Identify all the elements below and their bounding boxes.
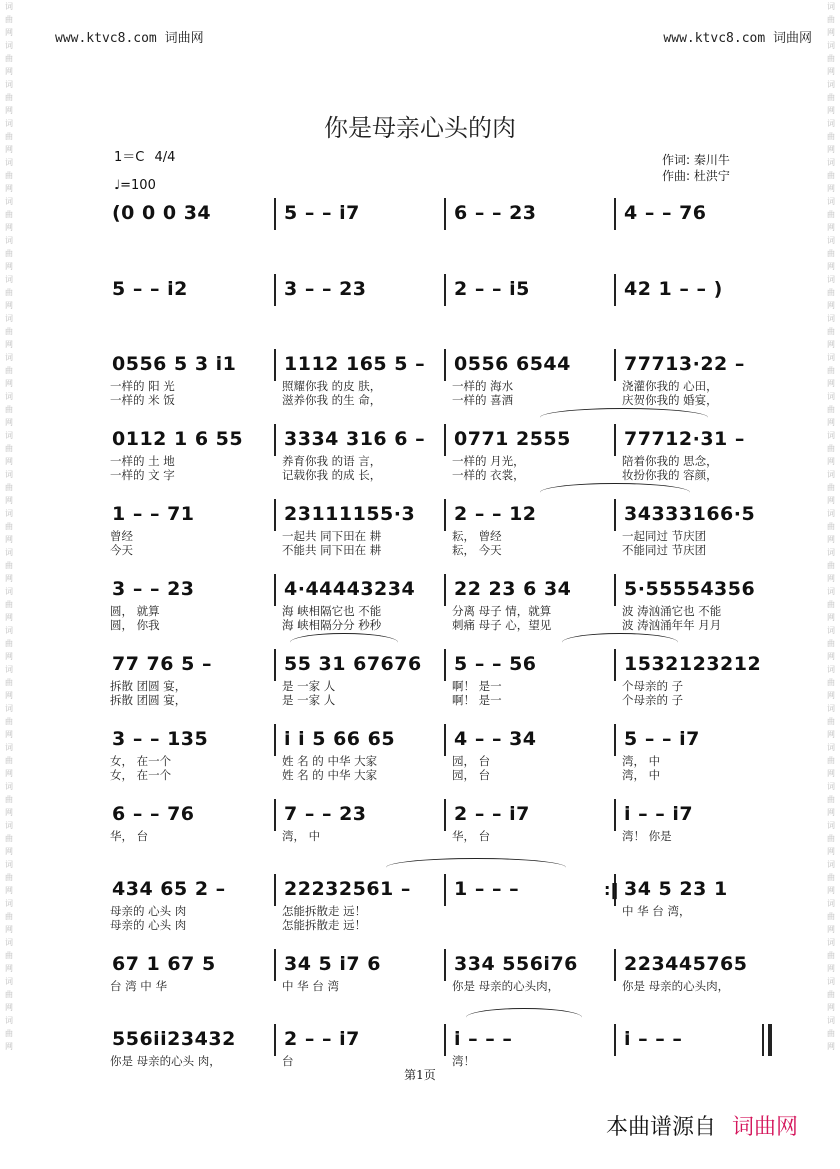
measure-notes: 77 76 5 – <box>112 653 212 675</box>
barline <box>444 424 446 456</box>
score-line <box>104 272 764 332</box>
lyric-verse-2: 女， 在一个 <box>110 768 172 782</box>
lyric-verse-1: 一起共 同下田在 耕 <box>282 529 382 543</box>
lyric-verse-1: 女， 在一个 <box>110 754 172 768</box>
barline <box>614 724 616 756</box>
measure-notes: 6 – – 76 <box>112 803 195 825</box>
lyric-verse-1: 陪着你我的 思念， <box>622 454 718 468</box>
lyric-verse-2: 是 一家 人 <box>282 693 336 707</box>
lyric-verse-1: 海 峡相隔它也 不能 <box>282 604 382 618</box>
measure-notes: 5 – – i7 <box>624 728 700 750</box>
measure <box>446 722 584 782</box>
barline <box>614 574 616 606</box>
lyric-verse-2: 不能同过 节庆团 <box>622 543 707 557</box>
lyric-verse-2: 母亲的 心头 肉 <box>110 918 187 932</box>
barline <box>274 949 276 981</box>
final-barline <box>768 1024 772 1056</box>
measure <box>276 196 414 256</box>
measure <box>616 347 754 407</box>
lyric-verse-1: 照耀你我 的皮 肤， <box>282 379 382 393</box>
footer-source <box>606 1110 798 1141</box>
measure <box>616 497 754 557</box>
measure <box>104 196 242 256</box>
measure <box>276 272 414 332</box>
measure-notes: 0556 6544 <box>454 353 571 375</box>
header-url-left[interactable]: www.ktvc8.com 词曲网 <box>55 31 204 46</box>
measure-notes: 1 – – – <box>454 878 520 900</box>
score-line <box>104 497 764 557</box>
lyric-verse-1: 湾！ <box>452 1054 475 1068</box>
footer-brand-link[interactable]: 词曲网 <box>731 1115 798 1140</box>
lyric-verse-1: 圆， 就算 <box>110 604 160 618</box>
measure-notes: 3334 316 6 – <box>284 428 426 450</box>
measure-notes: 4·44443234 <box>284 578 416 600</box>
score-line <box>104 797 764 857</box>
barline <box>444 349 446 381</box>
measure <box>616 722 754 782</box>
score-line <box>104 572 764 632</box>
lyric-verse-2: 怎能拆散走 远！ <box>282 918 367 932</box>
measure <box>104 797 242 857</box>
barline <box>274 274 276 306</box>
lyric-verse-2: 湾， 中 <box>622 768 661 782</box>
measure <box>616 872 754 932</box>
barline <box>614 799 616 831</box>
measure-notes: 77713·22 – <box>624 353 745 375</box>
barline <box>762 1024 764 1056</box>
barline <box>274 574 276 606</box>
lyric-verse-1: 养育你我 的语 言， <box>282 454 382 468</box>
measure <box>276 722 414 782</box>
score-line <box>104 647 764 707</box>
measure-notes: 77712·31 – <box>624 428 745 450</box>
measure <box>276 797 414 857</box>
barline <box>444 499 446 531</box>
measure-notes: i i 5 66 65 <box>284 728 396 750</box>
measure <box>276 347 426 407</box>
lyric-verse-1: 你是 母亲的心头肉， <box>622 979 730 993</box>
measure-notes: 5 – – i2 <box>112 278 188 300</box>
barline <box>274 1024 276 1056</box>
lyric-verse-1: 曾经 <box>110 529 133 543</box>
measure <box>446 947 584 1007</box>
lyric-verse-2: 耘， 今天 <box>452 543 502 557</box>
tie-arc <box>466 1008 582 1027</box>
measure-notes: 34 5 i7 6 <box>284 953 381 975</box>
measure-notes: 2 – – i5 <box>454 278 530 300</box>
lyric-verse-1: 波 涛汹涌它也 不能 <box>622 604 722 618</box>
lyric-verse-1: 一样的 海水 <box>452 379 514 393</box>
measure-notes: 42 1 – – ) <box>624 278 723 300</box>
lyric-verse-2: 啊！ 是一 <box>452 693 502 707</box>
measure <box>276 497 414 557</box>
credits <box>662 152 730 184</box>
measure-notes: 3 – – 23 <box>112 578 195 600</box>
measure <box>104 422 242 482</box>
barline <box>274 649 276 681</box>
lyric-verse-1: 湾！ 你是 <box>622 829 672 843</box>
measure <box>104 272 242 332</box>
song-title: 你是母亲心头的肉 <box>324 114 516 142</box>
barline <box>614 424 616 456</box>
lyric-verse-2: 一样的 衣裳， <box>452 468 525 482</box>
measure <box>446 272 584 332</box>
measure-notes: 4 – – 34 <box>454 728 537 750</box>
barline <box>274 874 276 906</box>
lyric-verse-1: 你是 母亲的心头肉， <box>452 979 560 993</box>
measure-notes: 2 – – 12 <box>454 503 537 525</box>
lyric-verse-2: 一样的 喜酒 <box>452 393 514 407</box>
measure <box>446 422 584 482</box>
lyric-verse-1: 华， 台 <box>452 829 491 843</box>
measure <box>446 572 584 632</box>
measure-notes: 5·55554356 <box>624 578 756 600</box>
measure-notes: 3 – – 23 <box>284 278 367 300</box>
measure-notes: 7 – – 23 <box>284 803 367 825</box>
barline <box>614 349 616 381</box>
page-number: 第1页 <box>404 1068 436 1082</box>
tie-arc <box>290 633 398 652</box>
measure <box>104 722 242 782</box>
measure-notes: 556ii23432 <box>112 1028 236 1050</box>
measure-notes: i – – – <box>454 1028 513 1050</box>
measure-notes: 223445765 <box>624 953 748 975</box>
lyric-verse-1: 母亲的 心头 肉 <box>110 904 187 918</box>
measure-notes: 55 31 67676 <box>284 653 422 675</box>
measure <box>276 647 422 707</box>
header-url-right[interactable]: www.ktvc8.com 词曲网 <box>663 31 812 46</box>
measure-notes: 6 – – 23 <box>454 202 537 224</box>
lyric-verse-2: 波 涛汹涌年年 月月 <box>622 618 722 632</box>
measure <box>616 572 754 632</box>
tie-arc <box>540 483 690 502</box>
lyric-verse-1: 华， 台 <box>110 829 149 843</box>
lyric-verse-2: 个母亲的 子 <box>622 693 684 707</box>
barline <box>614 949 616 981</box>
footer-text: 本曲谱源自 <box>605 1115 716 1140</box>
barline <box>274 799 276 831</box>
tie-arc <box>540 408 708 427</box>
measure-notes: 1112 165 5 – <box>284 353 426 375</box>
tie-arc <box>562 633 678 652</box>
measure <box>446 347 584 407</box>
measure-notes: 2 – – i7 <box>284 1028 360 1050</box>
barline <box>614 499 616 531</box>
barline <box>614 198 616 230</box>
lyric-verse-1: 啊！ 是一 <box>452 679 502 693</box>
measure-notes: 34 5 23 1 <box>624 878 728 900</box>
measure <box>104 347 242 407</box>
measure-notes: 1532123212 <box>624 653 762 675</box>
score-line <box>104 722 764 782</box>
barline <box>444 649 446 681</box>
measure <box>446 872 584 932</box>
lyric-verse-1: 是 一家 人 <box>282 679 336 693</box>
lyric-verse-2: 不能共 同下田在 耕 <box>282 543 382 557</box>
barline <box>274 424 276 456</box>
lyric-verse-2: 妆扮你我的 容颜， <box>622 468 718 482</box>
measure <box>276 422 426 482</box>
lyric-verse-1: 姓 名 的 中华 大家 <box>282 754 378 768</box>
lyric-verse-1: 台 湾 中 华 <box>110 979 167 993</box>
barline <box>274 499 276 531</box>
measure-notes: 2 – – i7 <box>454 803 530 825</box>
measure <box>616 272 754 332</box>
barline <box>274 724 276 756</box>
measure <box>616 422 754 482</box>
lyric-verse-1: 怎能拆散走 远！ <box>282 904 367 918</box>
measure-notes: (0 0 0 34 <box>112 202 212 224</box>
lyric-verse-2: 圆， 你我 <box>110 618 160 632</box>
lyric-verse-2: 滋养你我 的生 命， <box>282 393 382 407</box>
measure <box>446 196 584 256</box>
barline <box>444 574 446 606</box>
measure <box>276 872 414 932</box>
lyric-verse-1: 园， 台 <box>452 754 491 768</box>
time-signature: 4/4 <box>154 150 176 165</box>
lyric-verse-1: 一样的 月光， <box>452 454 525 468</box>
tempo-marking: ♩=100 <box>114 178 156 193</box>
score-line <box>104 872 764 932</box>
measure-notes: 5 – – 56 <box>454 653 537 675</box>
edge-watermark-right: 词曲网词曲网词曲网词曲网词曲网词曲网词曲网词曲网词曲网词曲网词曲网词曲网词曲网词曲网词曲网词曲网词曲网词曲网词曲网词曲网词曲网词曲网词曲网词曲网词曲网词曲网词曲网 <box>827 2 835 1051</box>
measure-notes: 22 23 6 34 <box>454 578 572 600</box>
measure-notes: 0771 2555 <box>454 428 571 450</box>
barline <box>274 349 276 381</box>
lyric-verse-2: 庆贺你我的 婚宴， <box>622 393 718 407</box>
repeat-sign: :‖ <box>604 880 619 899</box>
lyric-verse-1: 一起同过 节庆团 <box>622 529 707 543</box>
lyric-verse-1: 拆散 团圆 宴， <box>110 679 187 693</box>
lyric-verse-1: 湾， 中 <box>622 754 661 768</box>
lyric-verse-1: 个母亲的 子 <box>622 679 684 693</box>
barline <box>444 198 446 230</box>
lyric-verse-2: 姓 名 的 中华 大家 <box>282 768 378 782</box>
barline <box>614 649 616 681</box>
score-line <box>104 422 764 482</box>
lyric-verse-1: 中 华 台 湾， <box>622 904 691 918</box>
lyric-verse-2: 拆散 团圆 宴， <box>110 693 187 707</box>
lyric-verse-2: 一样的 米 饭 <box>110 393 175 407</box>
measure <box>276 572 414 632</box>
lyric-verse-1: 你是 母亲的心头 肉， <box>110 1054 221 1068</box>
lyric-verse-1: 台 <box>282 1054 294 1068</box>
measure-notes: 5 – – i7 <box>284 202 360 224</box>
barline <box>444 799 446 831</box>
key-label: 1＝C <box>114 150 145 165</box>
barline <box>444 274 446 306</box>
score-line <box>104 347 764 407</box>
measure-notes: 3 – – 135 <box>112 728 209 750</box>
key-signature <box>114 150 175 166</box>
measure-notes: 0556 5 3 i1 <box>112 353 237 375</box>
lyric-verse-1: 分离 母子 情，就算 <box>452 604 552 618</box>
measure <box>104 947 242 1007</box>
measure <box>616 196 754 256</box>
measure-notes: 4 – – 76 <box>624 202 707 224</box>
lyric-verse-1: 一样的 土 地 <box>110 454 175 468</box>
barline <box>614 274 616 306</box>
measure-notes: 1 – – 71 <box>112 503 195 525</box>
composer: 作曲: 杜洪宁 <box>662 169 730 183</box>
measure <box>616 647 762 707</box>
barline <box>444 724 446 756</box>
measure <box>446 497 584 557</box>
lyric-verse-1: 耘， 曾经 <box>452 529 502 543</box>
lyric-verse-2: 记载你我 的成 长， <box>282 468 382 482</box>
lyric-verse-2: 园， 台 <box>452 768 491 782</box>
score-line <box>104 196 764 256</box>
measure-notes: i – – – <box>624 1028 683 1050</box>
lyricist: 作词: 秦川牛 <box>662 153 730 167</box>
barline <box>274 198 276 230</box>
lyric-verse-2: 一样的 文 字 <box>110 468 175 482</box>
measure-notes: 34333166·5 <box>624 503 756 525</box>
lyric-verse-2: 今天 <box>110 543 133 557</box>
measure <box>616 797 754 857</box>
edge-watermark-left: 词曲网词曲网词曲网词曲网词曲网词曲网词曲网词曲网词曲网词曲网词曲网词曲网词曲网词曲网词曲网词曲网词曲网词曲网词曲网词曲网词曲网词曲网词曲网词曲网词曲网词曲网词曲网 <box>5 2 13 1051</box>
barline <box>614 1024 616 1056</box>
measure <box>104 647 242 707</box>
lyric-verse-1: 浇灌你我的 心田， <box>622 379 718 393</box>
measure <box>616 947 754 1007</box>
lyric-verse-1: 中 华 台 湾 <box>282 979 339 993</box>
barline <box>444 1024 446 1056</box>
measure-notes: 22232561 – <box>284 878 411 900</box>
measure <box>104 872 242 932</box>
tie-arc <box>386 858 566 877</box>
measure-notes: 334 556i76 <box>454 953 578 975</box>
measure-notes: 23111155·3 <box>284 503 416 525</box>
lyric-verse-1: 一样的 阳 光 <box>110 379 175 393</box>
measure <box>104 497 242 557</box>
lyric-verse-2: 刺痛 母子 心，望见 <box>452 618 552 632</box>
measure <box>104 572 242 632</box>
measure-notes: 434 65 2 – <box>112 878 226 900</box>
measure <box>446 647 584 707</box>
lyric-verse-1: 湾， 中 <box>282 829 321 843</box>
barline <box>444 874 446 906</box>
measure <box>276 947 414 1007</box>
measure-notes: i – – i7 <box>624 803 694 825</box>
measure-notes: 67 1 67 5 <box>112 953 216 975</box>
measure <box>446 797 584 857</box>
barline <box>444 949 446 981</box>
score-line <box>104 947 764 1007</box>
lyric-verse-2: 海 峡相隔分分 秒秒 <box>282 618 382 632</box>
measure-notes: 0112 1 6 55 <box>112 428 244 450</box>
